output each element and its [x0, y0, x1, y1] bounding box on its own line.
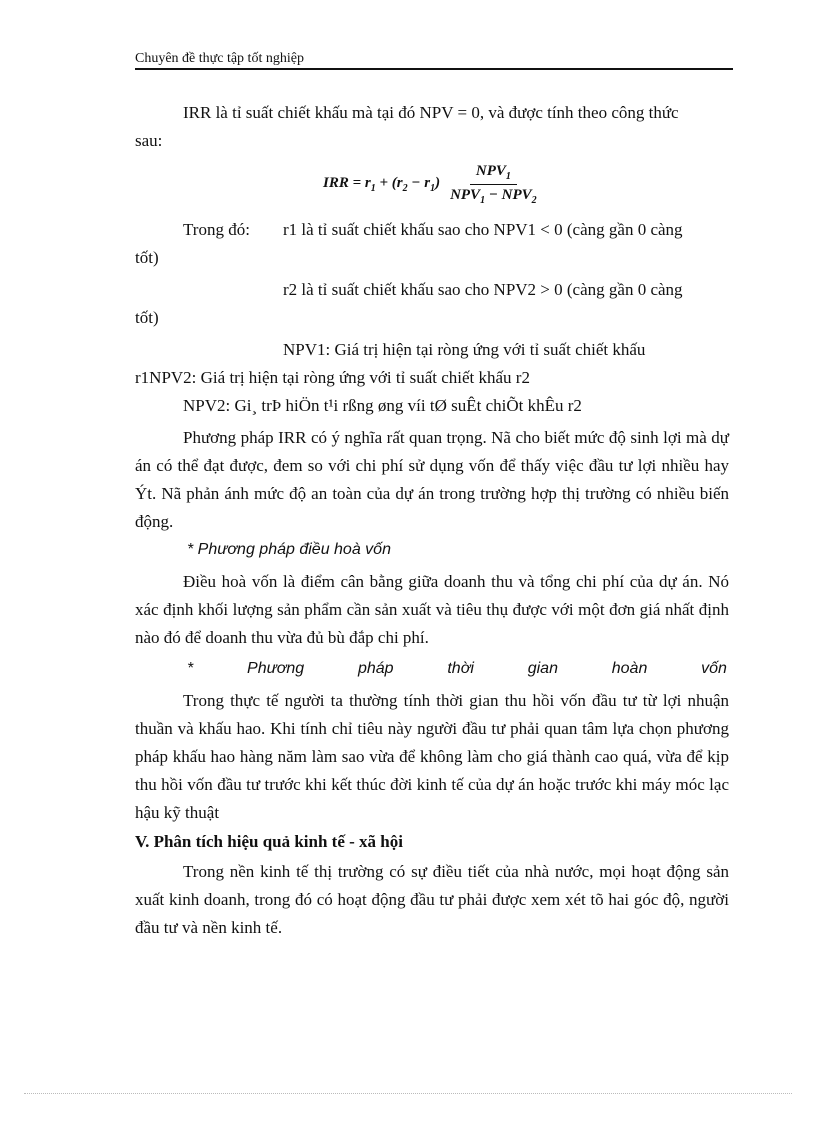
where-r1-cont: tốt) [135, 248, 159, 267]
where-r1: r1 là tỉ suất chiết khấu sao cho NPV1 < 0 (càng gần 0 càng [283, 220, 683, 239]
breakeven-paragraph: Điều hoà vốn là điểm cân bằng giữa doanh thu và tổng chi phí của dự án. Nó xác định khối lượng sản phẩm cần sản xuất và tiêu thụ được với một đơn giá nhất định nào đó để doanh thu vừa đủ bù đắp chi phí. [135, 572, 729, 647]
page-header: Chuyên đề thực tập tốt nghiệp [135, 51, 304, 66]
payback-word: pháp [357, 660, 394, 677]
where-label: Trong đó: [183, 220, 250, 239]
payback-word: Phương [247, 660, 305, 677]
formula-lhs: IRR = $r_1 + (r_2 - r_1)$ [323, 174, 441, 194]
irr-formula [323, 160, 543, 208]
payback-word: * [187, 660, 194, 677]
payback-word: thời [447, 660, 474, 677]
section-v-heading: V. Phân tích hiệu quả kinh tế - xã hội [135, 832, 403, 851]
payback-paragraph: Trong thực tế người ta thường tính thời gian thu hồi vốn đầu tư từ lợi nhuận thuần và khấu hao. Khi tính chỉ tiêu này người đầu tư phải quan tâm lựa chọn phương pháp khấu hao hàng năm làm sao vừa để không làm cho giá thành cao quá, vừa để kịp thu hồi vốn đầu tư trước khi kết thúc đời kinh tế của dự án hoặc trước khi máy móc lạc hậu kỹ thuật [135, 691, 729, 822]
npv1-cont: r1NPV2: Giá trị hiện tại ròng ứng với tỉ suất chiết khấu r2 [135, 368, 530, 387]
formula-denominator: $NPV_1 - NPV_2$ [450, 186, 537, 206]
section-v-paragraph: Trong nền kinh tế thị trường có sự điều tiết của nhà nước, mọi hoạt động sản xuất kinh doanh, trong đó có hoạt động đầu tư phải được xem xét tõ hai góc độ, người đầu tư và nền kinh tế. [135, 862, 729, 937]
npv1-line: NPV1: Giá trị hiện tại ròng ứng với tỉ suất chiết khấu [283, 340, 646, 359]
irr-intro-line-2: sau: [135, 131, 163, 150]
payback-heading [187, 655, 727, 683]
where-r2-cont: tốt) [135, 308, 159, 327]
where-r2: r2 là tỉ suất chiết khấu sao cho NPV2 > 0 (càng gần 0 càng [283, 280, 683, 299]
footer-rule [24, 1093, 792, 1094]
npv2-garbled-line: NPV2: Gi¸ trÞ hiÖn t¹i rßng øng víi tØ suÊt chiÕt khÊu r2 [183, 396, 582, 415]
payback-word: vốn [701, 660, 727, 677]
formula-numerator: $NPV_1$ [470, 163, 517, 185]
formula-fraction [444, 163, 543, 206]
breakeven-heading: * Phương pháp điều hoà vốn [187, 541, 391, 558]
payback-word: hoàn [611, 660, 648, 677]
header-rule [135, 68, 733, 70]
irr-meaning-paragraph: Phương pháp IRR có ý nghĩa rất quan trọng. Nã cho biết mức độ sinh lợi mà dự án có thể đạt được, đem so với chi phí sử dụng vốn để thấy việc đầu tư lợi nhiều hay Ýt. Nã phản ánh mức độ an toàn của dự án trong trường hợp thị trường có nhiều biến động. [135, 428, 729, 531]
irr-intro-line-1: IRR là tỉ suất chiết khấu mà tại đó NPV = 0, và được tính theo công thức [183, 103, 679, 122]
payback-word: gian [527, 660, 558, 677]
